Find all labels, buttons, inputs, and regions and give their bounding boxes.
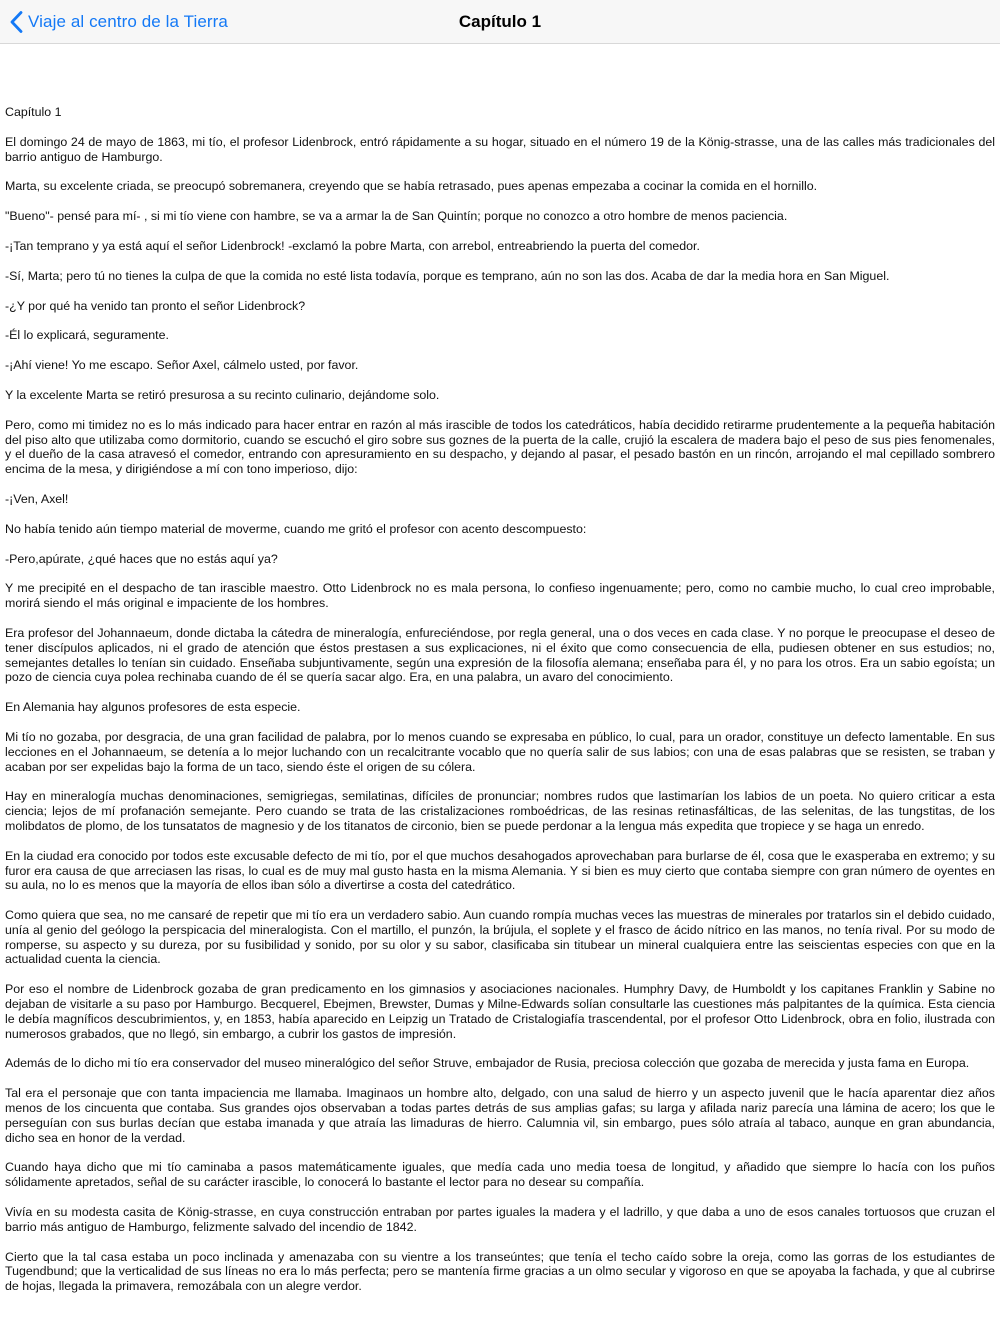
back-button[interactable]: [10, 0, 228, 44]
chapter-paragraph: Como quiera que sea, no me cansaré de repetir que mi tío era un verdadero sabio. Aun cuando rompía muchas veces las muestras de minerales por tratarlos sin el debido cuidado, unía al genio del geólogo la perspicacia del mineralogista. Con el martillo, el punzón, la brújula, el soplete y el frasco de ácido nítrico en las manos, no tenía rival. Por su modo de romperse, su aspecto y su dureza, por su fusibilidad y sonido, por su olor y su sabor, clasificaba sin titubear un mineral cualquiera entre las seiscientas especies con que en la actualidad cuenta la ciencia.: [5, 908, 995, 967]
chapter-paragraph: Hay en mineralogía muchas denominaciones, semigriegas, semilatinas, difíciles de pronunciar; nombres rudos que lastimarían los labios de un poeta. No quiero criticar a esta ciencia; lejos de mí profanación semejante. Pero cuando se trata de las cristalizaciones romboédricas, de las resinas retinasfálticas, de las selenitas, de las tungstitas, de los molibdatos de plomo, de los tunsatatos de magnesio y de los titanatos de circonio, bien se puede perdonar a la lengua más expedita que tropiece y se haga un enredo.: [5, 789, 995, 833]
chapter-paragraph: -¡Tan temprano y ya está aquí el señor Lidenbrock! -exclamó la pobre Marta, con arrebol, entreabriendo la puerta del comedor.: [5, 238, 700, 253]
chapter-paragraph: Y la excelente Marta se retiró presurosa a su recinto culinario, dejándome solo.: [5, 387, 440, 402]
chapter-paragraph: En Alemania hay algunos profesores de esta especie.: [5, 700, 301, 715]
page-title: Capítulo 1: [458, 12, 542, 31]
chapter-paragraph: En la ciudad era conocido por todos este excusable defecto de mi tío, por el que muchos desahogados aprovechaban para burlarse de él, cosa que le exasperaba en extremo; y su furor era causa de que arreciasen las risas, lo cual es de muy mal gusto hasta en la misma Alemania. Y si bien es muy cierto que contaba siempre con gran número de oyentes en su aula, no lo es menos que la mayoría de ellos iban sólo a divertirse a costa del catedrático.: [5, 848, 995, 893]
chapter-paragraph: Y me precipité en el despacho de tan irascible maestro. Otto Lidenbrock no es mala persona, lo confieso ingenuamente; pero, como no cambie mucho, lo cual creo improbable, morirá siendo el más original e impaciente de los hombres.: [5, 581, 995, 611]
chapter-paragraph: Además de lo dicho mi tío era conservador del museo mineralógico del señor Struve, embajador de Rusia, preciosa colección que gozaba de merecida y justa fama en Europa.: [5, 1056, 970, 1071]
chapter-content: [5, 105, 995, 1309]
chapter-paragraph: Tal era el personaje que con tanta impaciencia me llamaba. Imaginaos un hombre alto, delgado, con una salud de hierro y un aspecto juvenil que le hacía aparentar diez años menos de los cincuenta que contaba. Sus grandes ojos observaban a todas partes detrás de sus amplias gafas; su larga y afilada nariz parecía una lámina de acero; los que le perseguían con sus burlas decían que estaba imanada y que atraía las limaduras de hierro. Calumnia vil, sin embargo, pues sólo atraía al tabaco, aunque en gran abundancia, dicho sea en honor de la verdad.: [5, 1086, 995, 1145]
chapter-paragraph: Era profesor del Johannaeum, donde dictaba la cátedra de mineralogía, enfureciéndose, por regla general, una o dos veces en cada clase. Y no porque le preocupase el deseo de tener discípulos aplicados, ni el grado de atención que éstos prestasen a sus explicaciones, ni el éxito que como consecuencia de ella, pudiesen obtener en sus estudios; no, semejantes detalles lo tenían sin cuidado. Enseñaba subjuntivamente, según una expresión de la filosofía alemana; enseñaba para él, y no para los otros. Era un sabio egoísta; un pozo de ciencia cuya polea rechinaba cuando de él se quería sacar algo. Era, en una palabra, un avaro del conocimiento.: [5, 625, 995, 685]
back-button-label: Viaje al centro de la Tierra: [28, 12, 228, 31]
chapter-paragraph: Marta, su excelente criada, se preocupó sobremanera, creyendo que se había retrasado, pues apenas empezaba a cocinar la comida en el hornillo.: [5, 179, 818, 194]
chapter-paragraph: Cierto que la tal casa estaba un poco inclinada y amenazaba con su vientre a los transeúntes; que tenía el techo caído sobre la oreja, como las gorras de los estudiantes de Tugendbund; que la verticalidad de sus líneas no era lo más perfecta; pero se mantenía firme gracias a un olmo secular y vigoroso en que se apoyaba la fachada, y que al cubrirse de hojas, llegada la primavera, remozábala con un alegre verdor.: [5, 1249, 995, 1294]
chapter-heading: Capítulo 1: [5, 105, 62, 119]
chapter-paragraph: Cuando haya dicho que mi tío caminaba a pasos matemáticamente iguales, que medía cada uno media toesa de longitud, y añadido que siempre lo hacía con los puños sólidamente apretados, señal de su carácter irascible, lo conocerá lo bastante el lector para no desear su compañía.: [5, 1160, 995, 1190]
chapter-paragraph: -¡Ahí viene! Yo me escapo. Señor Axel, cálmelo usted, por favor.: [5, 358, 359, 373]
chapter-paragraph: Por eso el nombre de Lidenbrock gozaba de gran predicamento en los gimnasios y asociaciones nacionales. Humphry Davy, de Humboldt y los capitanes Franklin y Sabine no dejaban de visitarle a su paso por Hamburgo. Becquerel, Ebejmen, Brewster, Dumas y Milne-Edwards solían consultarle las cuestiones más palpitantes de la química. Esta ciencia le debía magníficos descubrimientos, y, en 1853, había aparecido en Leipzig un Tratado de Cristalogiafía trascendental, por el profesor Otto Lidenbrock, obra en folio, ilustrada con numerosos grabados, que no llegó, sin embargo, a cubrir los gastos de impresión.: [5, 982, 995, 1041]
chapter-paragraph: -Pero,apúrate, ¿qué haces que no estás aquí ya?: [5, 551, 278, 566]
chapter-paragraph: Pero, como mi timidez no es lo más indicado para hacer entrar en razón al más irascible de todos los catedráticos, había decidido retirarme prudentemente a la pequeña habitación del piso alto que utilizaba como dormitorio, cuando se escuchó el giro sobre sus goznes de la puerta de la calle, crujió la escalera de madera bajo el peso de sus pies fenomenales, y el dueño de la casa atravesó el comedor, entrando con apresuramiento en su despacho, y dejando al pasar, el pesado bastón en un rincón, arrojando el mal cepillado sombrero encima de la mesa, y dirigiéndose a mí con tono imperioso, dijo:: [5, 417, 995, 477]
chapter-paragraph: -¿Y por qué ha venido tan pronto el señor Lidenbrock?: [5, 298, 306, 313]
chevron-left-icon: [10, 11, 23, 33]
chapter-paragraph: El domingo 24 de mayo de 1863, mi tío, el profesor Lidenbrock, entró rápidamente a su hogar, situado en el número 19 de la König-strasse, una de las calles más tradicionales del barrio antiguo de Hamburgo.: [5, 134, 995, 164]
chapter-paragraph: -Sí, Marta; pero tú no tienes la culpa de que la comida no esté lista todavía, porque es temprano, aún no son las dos. Acaba de dar la media hora en San Miguel.: [5, 268, 890, 283]
chapter-paragraph: Vivía en su modesta casita de König-strasse, en cuya construcción entraban por partes iguales la madera y el ladrillo, y que daba a uno de esos canales tortuosos que cruzan el barrio más antiguo de Hamburgo, felizmente salvado del incendio de 1842.: [5, 1205, 995, 1234]
chapter-paragraph: -¡Ven, Axel!: [5, 491, 69, 506]
chapter-paragraph: Mi tío no gozaba, por desgracia, de una gran facilidad de palabra, por lo menos cuando se expresaba en público, lo cual, para un orador, constituye un defecto lamentable. En sus lecciones en el Johannaeum, se detenía a lo mejor luchando con un recalcitrante vocablo que no quería salir de sus labios; con una de esas palabras que se resisten, se traban y acaban por ser expelidas bajo la forma de un taco, siendo éste el origen de su cólera.: [5, 729, 995, 774]
navigation-bar: [0, 0, 1000, 44]
chapter-paragraph: "Bueno"- pensé para mí- , si mi tío viene con hambre, se va a armar la de San Quintín; porque no conozco a otro hombre de menos paciencia.: [5, 209, 788, 224]
chapter-paragraph: -Él lo explicará, seguramente.: [5, 328, 169, 343]
chapter-paragraph: No había tenido aún tiempo material de moverme, cuando me gritó el profesor con acento descompuesto:: [5, 521, 587, 536]
